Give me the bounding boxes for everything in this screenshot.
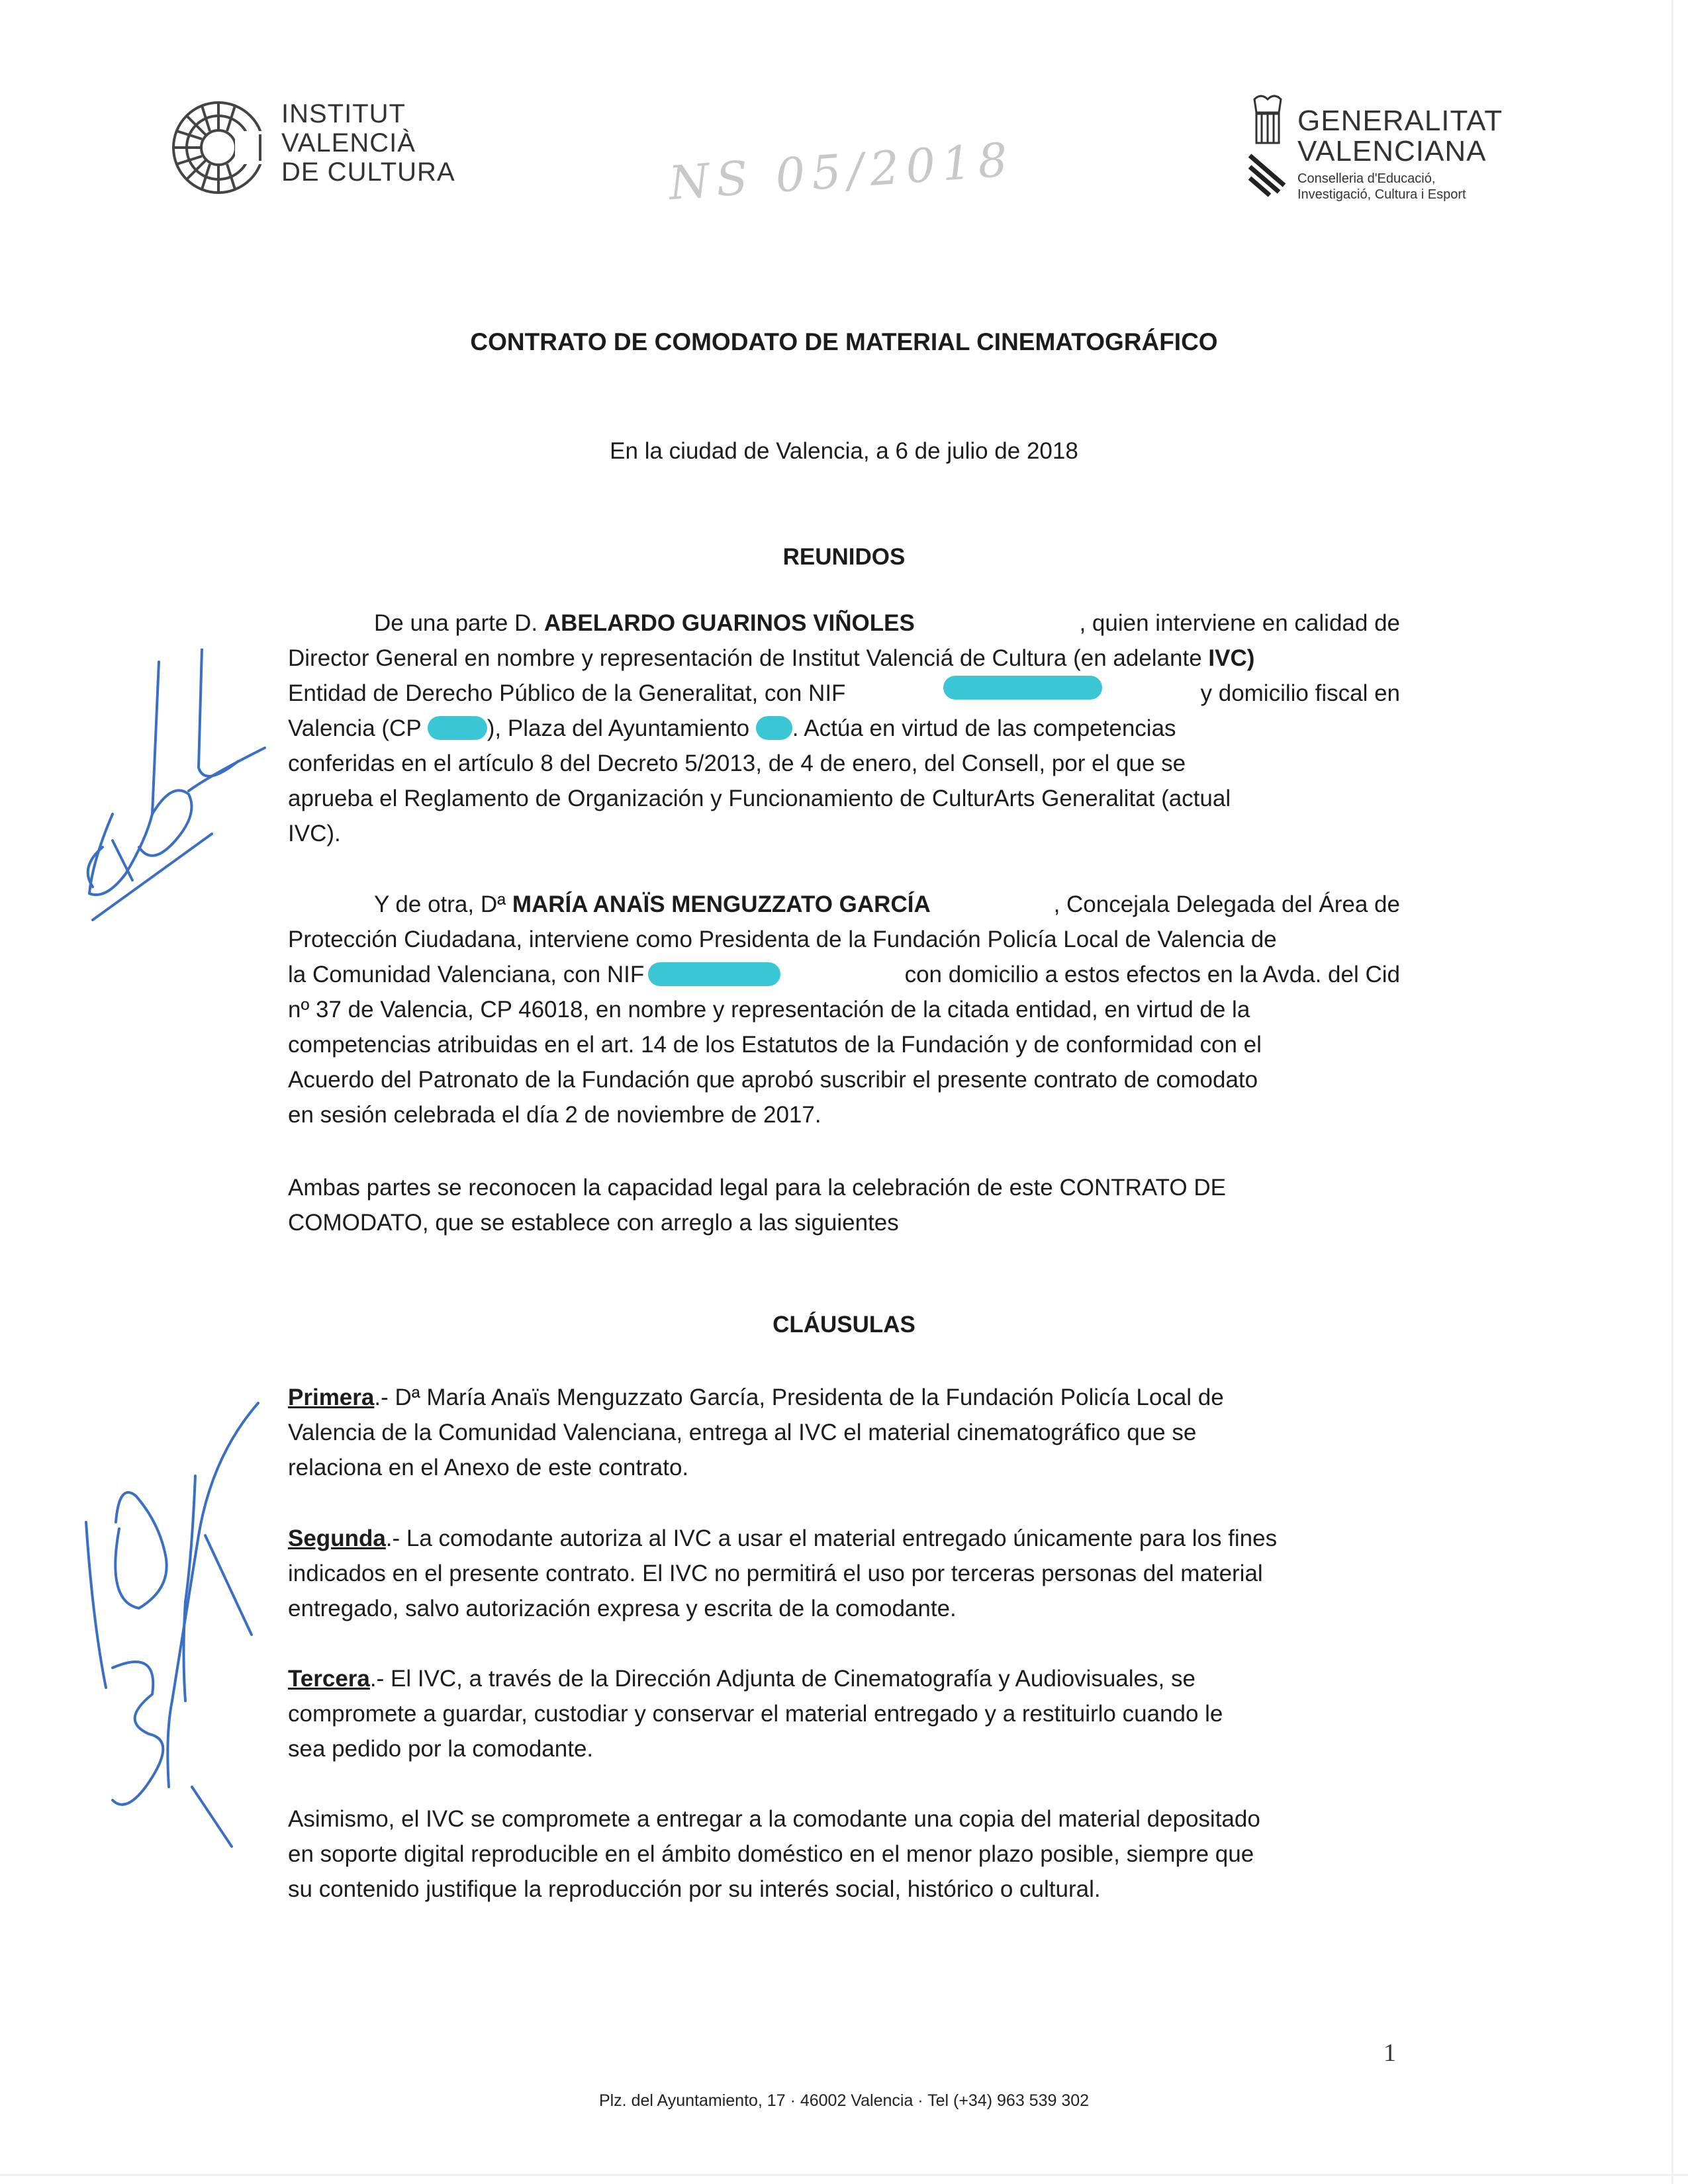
document-title: CONTRATO DE COMODATO DE MATERIAL CINEMATOGRÁFICO xyxy=(470,328,1218,355)
ivc-logo-text xyxy=(281,99,455,187)
ivc-logo-line: DE CULTURA xyxy=(281,158,455,187)
redacted-postal-code xyxy=(428,716,487,740)
gv-logo-subline: Conselleria d'Educació, xyxy=(1297,171,1436,186)
ivc-logo-icon xyxy=(169,98,268,197)
generalitat-crest-icon xyxy=(1244,93,1291,199)
clause-segunda: Segunda.- La comodante autoriza al IVC a usar el material entregado únicamente para los fines indicados en el presente contrato. El IVC no permitirá el uso por terceras personas del material entregado, salvo autorización expresa y escrita de la comodante. xyxy=(288,1525,1278,1621)
paragraph-capacity: Ambas partes se reconocen la capacidad legal para la celebración de este CONTRATO DE COMODATO, que se establece con arreglo a las siguientes xyxy=(288,1175,1226,1236)
paragraph-first-party: De una parte D. ABELARDO GUARINOS VIÑOLES , quien interviene en calidad de Director General en nombre y representación de Institut Valenciá de Cultura (en adelante IVC) Entidad de Derecho Público de la Generalitat, con NIF y domicilio fiscal en Valencia (CP ), Plaza del Ayuntamiento . Actúa en virtud de las competencias conferidas en el artículo 8 del Decreto 5/2013, de 4 de enero, del Consell, por el que se aprueba el Reglamento de Organización y Funcionamiento de CulturArts Generalitat (actual IVC). xyxy=(288,610,1400,846)
redacted-nif xyxy=(943,676,1102,700)
ivc-logo-line: INSTITUT xyxy=(281,99,406,128)
gv-logo-subline: Investigació, Cultura i Esport xyxy=(1297,187,1466,202)
clause-primera: Primera.- Dª María Anaïs Menguzzato García, Presidenta de la Fundación Policía Local de Valencia de la Comunidad Valenciana, entrega al IVC el material cinematográfico que se relaciona en el Anexo de este contrato. xyxy=(288,1385,1224,1480)
handwritten-signature-1 xyxy=(66,649,291,927)
generalitat-logo-text xyxy=(1297,106,1503,203)
gv-logo-line: GENERALITAT xyxy=(1297,105,1503,137)
gv-logo-line: VALENCIANA xyxy=(1297,135,1487,167)
reunidos-heading: REUNIDOS xyxy=(782,544,906,570)
date-line: En la ciudad de Valencia, a 6 de julio de 2018 xyxy=(610,438,1078,464)
clause-tercera: Tercera.- El IVC, a través de la Dirección Adjunta de Cinematografía y Audiovisuales, se compromete a guardar, custodiar y conservar el material entregado y a restituirlo cuando le sea pedido por la comodante. xyxy=(288,1666,1223,1762)
clause-label: Tercera xyxy=(288,1666,370,1692)
paragraph-second-party: Y de otra, Dª MARÍA ANAÏS MENGUZZATO GARCÍA , Concejala Delegada del Área de Protección Ciudadana, interviene como Presidenta de la Fundación Policía Local de Valencia de la Comunidad Valenciana, con NIF con domicilio a estos efectos en la Avda. del Cid nº 37 de Valencia, CP 46018, en nombre y representación de la citada entidad, en virtud de la competencias atribuidas en el art. 14 de los Estatutos de la Fundación y de conformidad con el Acuerdo del Patronato de la Fundación que aprobó suscribir el presente contrato de comodato en sesión celebrada el día 2 de noviembre de 2017. xyxy=(288,891,1400,1128)
handwritten-registry-stamp: NS 05/2018 xyxy=(667,132,1016,211)
redacted-street-number xyxy=(756,716,792,740)
scan-edge-right xyxy=(1671,0,1673,2184)
paragraph-asimismo: Asimismo, el IVC se compromete a entregar a la comodante una copia del material depositado en soporte digital reproducible en el ámbito doméstico en el menor plazo posible, siempre que su contenido justifique la reproducción por su interés social, histórico o cultural. xyxy=(288,1806,1260,1902)
clause-label: Primera xyxy=(288,1385,375,1410)
footer-address: Plz. del Ayuntamiento, 17 · 46002 Valencia · Tel (+34) 963 539 302 xyxy=(598,2091,1090,2110)
handwritten-signature-2 xyxy=(66,1390,291,1853)
clause-label: Segunda xyxy=(288,1525,386,1551)
redacted-nif xyxy=(648,962,780,986)
page-number: 1 xyxy=(1383,2039,1396,2067)
clausulas-heading: CLÁUSULAS xyxy=(773,1312,915,1338)
ivc-logo-line: VALENCIÀ xyxy=(281,128,416,158)
scan-edge-bottom xyxy=(0,2174,1688,2176)
